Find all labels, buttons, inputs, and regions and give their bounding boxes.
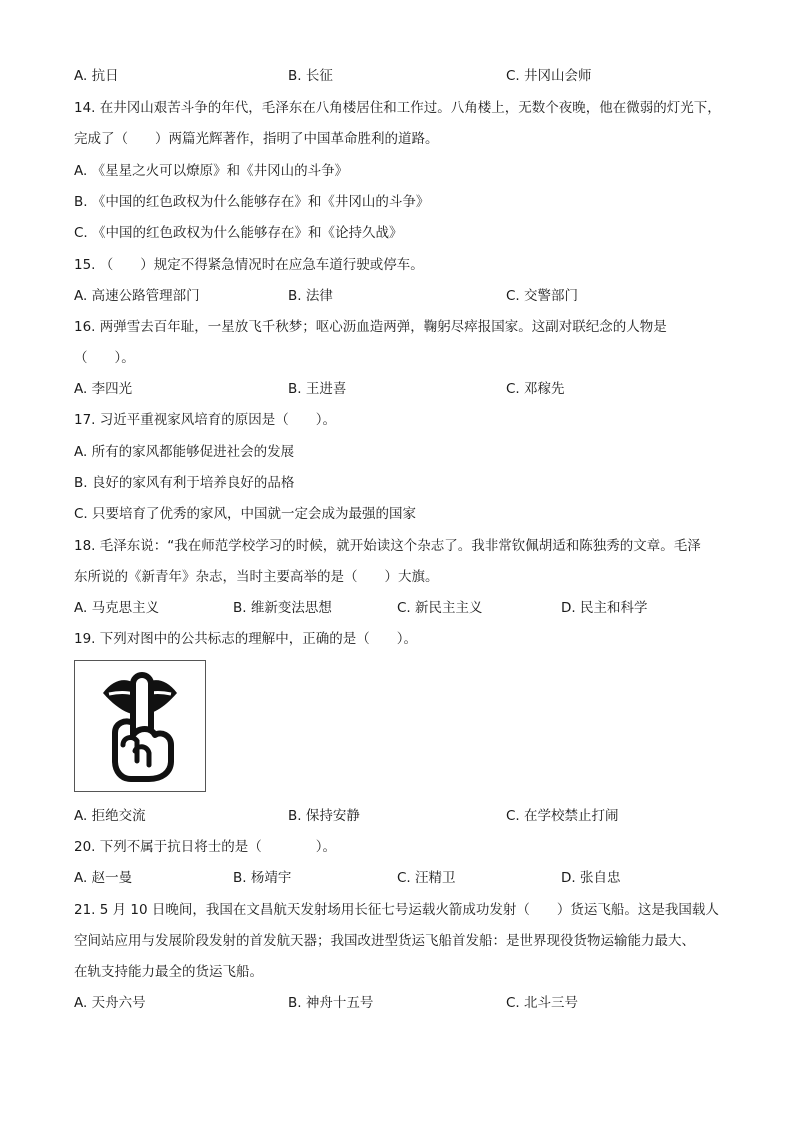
q18-stem-line-2: 东所说的《新青年》杂志，当时主要高举的是（ ）大旗。 <box>74 569 439 585</box>
finger-on-lips-icon <box>75 661 205 791</box>
q18-stem-line-1: 18. 毛泽东说：“我在师范学校学习的时候，就开始读这个杂志了。我非常钦佩胡适和陈独秀的文章。毛泽 <box>74 538 701 554</box>
q17-option-c: C. 只要培育了优秀的家风，中国就一定会成为最强的国家 <box>74 506 417 522</box>
q15-option-c: C. 交警部门 <box>506 288 579 304</box>
q20-stem: 20. 下列不属于抗日将士的是（ ）。 <box>74 839 337 855</box>
q14-option-b: B. 《中国的红色政权为什么能够存在》和《井冈山的斗争》 <box>74 194 430 210</box>
q20-option-c: C. 汪精卫 <box>397 870 456 886</box>
q20-option-b: B. 杨靖宇 <box>233 870 292 886</box>
q16-stem-line-2: （ ）。 <box>74 350 135 366</box>
q18-option-b: B. 维新变法思想 <box>233 600 332 616</box>
q15-option-b: B. 法律 <box>288 288 333 304</box>
q21-option-b: B. 神舟十五号 <box>288 995 374 1011</box>
q16-stem-line-1: 16. 两弹雪去百年耻，一星放飞千秋梦；呕心沥血造两弹，鞠躬尽瘁报国家。这副对联纪念的人物是 <box>74 319 667 335</box>
q17-stem: 17. 习近平重视家风培育的原因是（ ）。 <box>74 412 337 428</box>
q15-stem: 15. （ ）规定不得紧急情况时在应急车道行驶或停车。 <box>74 257 424 273</box>
q18-option-a: A. 马克思主义 <box>74 600 160 616</box>
quiet-sign-figure <box>74 660 206 792</box>
q18-option-c: C. 新民主主义 <box>397 600 483 616</box>
q19-option-c: C. 在学校禁止打闹 <box>506 808 619 824</box>
q14-stem-line-1: 14. 在井冈山艰苦斗争的年代，毛泽东在八角楼居住和工作过。八角楼上，无数个夜晚，他在微弱的灯光下， <box>74 100 721 116</box>
q21-stem-line-3: 在轨支持能力最全的货运飞船。 <box>74 964 263 980</box>
q21-stem-line-1: 21. 5 月 10 日晚间，我国在文昌航天发射场用长征七号运载火箭成功发射（ ）货运飞船。这是我国载人 <box>74 902 719 918</box>
q17-option-a: A. 所有的家风都能够促进社会的发展 <box>74 444 295 460</box>
q21-stem-line-2: 空间站应用与发展阶段发射的首发航天器；我国改进型货运飞船首发船：是世界现役货物运输能力最大、 <box>74 933 695 949</box>
q14-option-a: A. 《星星之火可以燎原》和《井冈山的斗争》 <box>74 163 349 179</box>
q14-option-c: C. 《中国的红色政权为什么能够存在》和《论持久战》 <box>74 225 403 241</box>
q13-option-b: B. 长征 <box>288 68 333 84</box>
q18-option-d: D. 民主和科学 <box>561 600 648 616</box>
q13-option-a: A. 抗日 <box>74 68 119 84</box>
q19-stem: 19. 下列对图中的公共标志的理解中，正确的是（ ）。 <box>74 631 418 647</box>
q14-stem-line-2: 完成了（ ）两篇光辉著作，指明了中国革命胜利的道路。 <box>74 131 439 147</box>
q16-option-a: A. 李四光 <box>74 381 133 397</box>
q16-option-c: C. 邓稼先 <box>506 381 565 397</box>
q21-option-a: A. 天舟六号 <box>74 995 146 1011</box>
q20-option-a: A. 赵一曼 <box>74 870 133 886</box>
q19-option-b: B. 保持安静 <box>288 808 360 824</box>
q15-option-a: A. 高速公路管理部门 <box>74 288 200 304</box>
q16-option-b: B. 王进喜 <box>288 381 347 397</box>
q13-option-c: C. 井冈山会师 <box>506 68 592 84</box>
q20-option-d: D. 张自忠 <box>561 870 621 886</box>
q19-option-a: A. 拒绝交流 <box>74 808 146 824</box>
q21-option-c: C. 北斗三号 <box>506 995 579 1011</box>
q17-option-b: B. 良好的家风有利于培养良好的品格 <box>74 475 295 491</box>
